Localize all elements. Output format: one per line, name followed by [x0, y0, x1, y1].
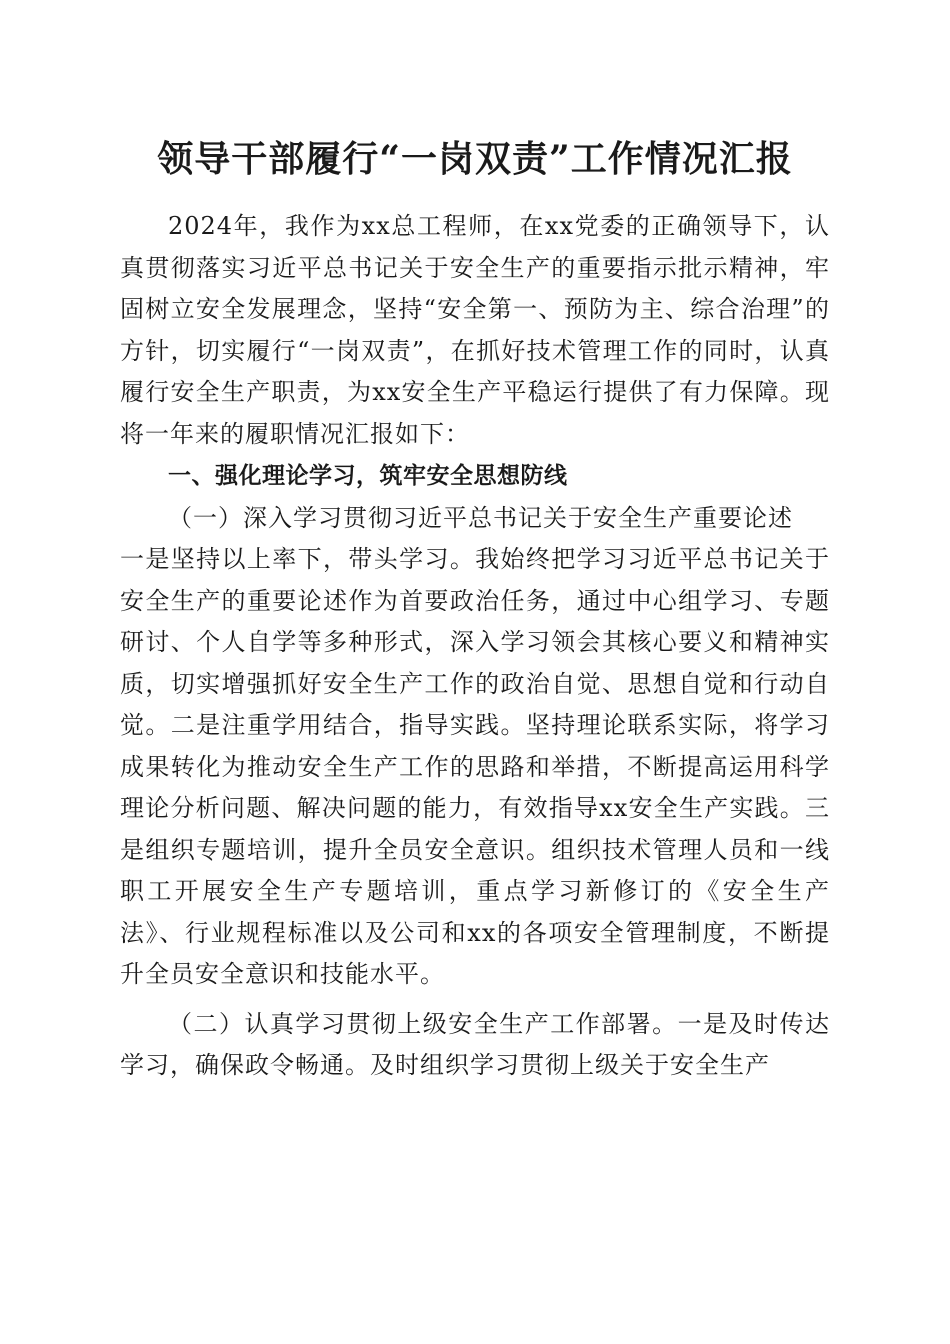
subsection-body-1: 一是坚持以上率下，带头学习。我始终把学习习近平总书记关于安全生产的重要论述作为首要政治任务，通过中心组学习、专题研讨、个人自学等多种形式，深入学习领会其核心要义和精神实质，切实增强抓好安全生产工作的政治自觉、思想自觉和行动自觉。二是注重学用结合，指导实践。坚持理论联系实际，将学习成果转化为推动安全生产工作的思路和举措，不断提高运用科学理论分析问题、解决问题的能力，有效指导xx安全生产实践。三是组织专题培训，提升全员安全意识。组织技术管理人员和一线职工开展安全生产专题培训，重点学习新修订的《安全生产法》、行业规程标准以及公司和xx的各项安全管理制度，不断提升全员安全意识和技能水平。	[120, 545, 830, 988]
document-body	[120, 206, 830, 1087]
subsection-title-1: （一）深入学习贯彻习近平总书记关于安全生产重要论述	[168, 503, 793, 532]
document-title: 领导干部履行“一岗双责”工作情况汇报	[157, 138, 793, 180]
section-heading-1: 一、强化理论学习，筑牢安全思想防线	[168, 463, 568, 489]
subsection-paragraph-2: （二）认真学习贯彻上级安全生产工作部署。一是及时传达学习，确保政令畅通。及时组织学习贯彻上级关于安全生产	[120, 1009, 830, 1079]
intro-paragraph: 2024年，我作为xx总工程师，在xx党委的正确领导下，认真贯彻落实习近平总书记关于安全生产的重要指示批示精神，牢固树立安全发展理念，坚持“安全第一、预防为主、综合治理”的方针，切实履行“一岗双责”，在抓好技术管理工作的同时，认真履行安全生产职责，为xx安全生产平稳运行提供了有力保障。现将一年来的履职情况汇报如下：	[120, 212, 830, 448]
